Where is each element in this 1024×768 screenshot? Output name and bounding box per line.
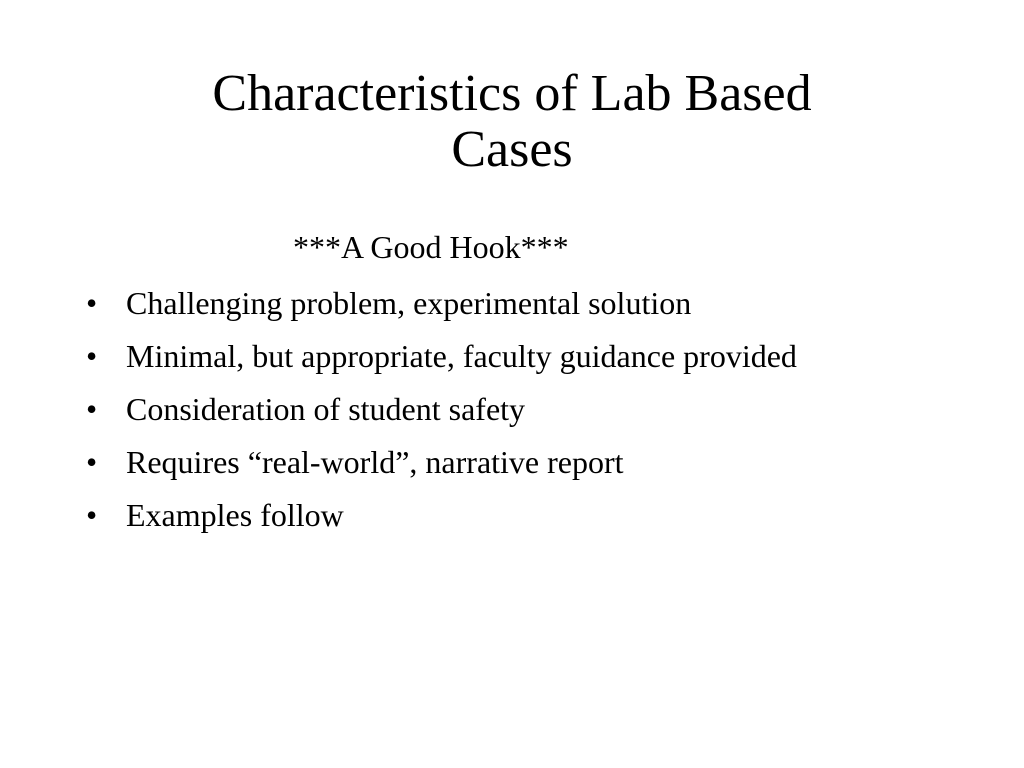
bullet-list [86, 282, 946, 547]
slide-title-line-1: Characteristics of Lab Based [212, 65, 812, 122]
bullet-icon: • [86, 497, 98, 533]
bullet-text: Examples follow [126, 497, 344, 533]
slide-title [60, 66, 964, 178]
bullet-icon: • [86, 444, 98, 480]
bullet-icon: • [86, 338, 98, 374]
slide-title-line-2: Cases [451, 121, 573, 179]
bullet-item-narrative-report [86, 441, 946, 483]
bullet-text: Challenging problem, experimental solution [126, 285, 692, 321]
bullet-text: Minimal, but appropriate, faculty guidance provided [126, 338, 797, 374]
bullet-item-faculty-guidance [86, 335, 946, 377]
bullet-icon: • [86, 285, 98, 321]
bullet-item-examples-follow [86, 494, 946, 536]
bullet-item-challenging-problem [86, 282, 946, 324]
bullet-icon: • [86, 391, 98, 427]
bullet-text: Consideration of student safety [126, 391, 526, 427]
bullet-text: Requires “real-world”, narrative report [126, 444, 624, 480]
bullet-item-student-safety [86, 388, 946, 430]
hook-subtitle: ***A Good Hook*** [293, 229, 569, 265]
